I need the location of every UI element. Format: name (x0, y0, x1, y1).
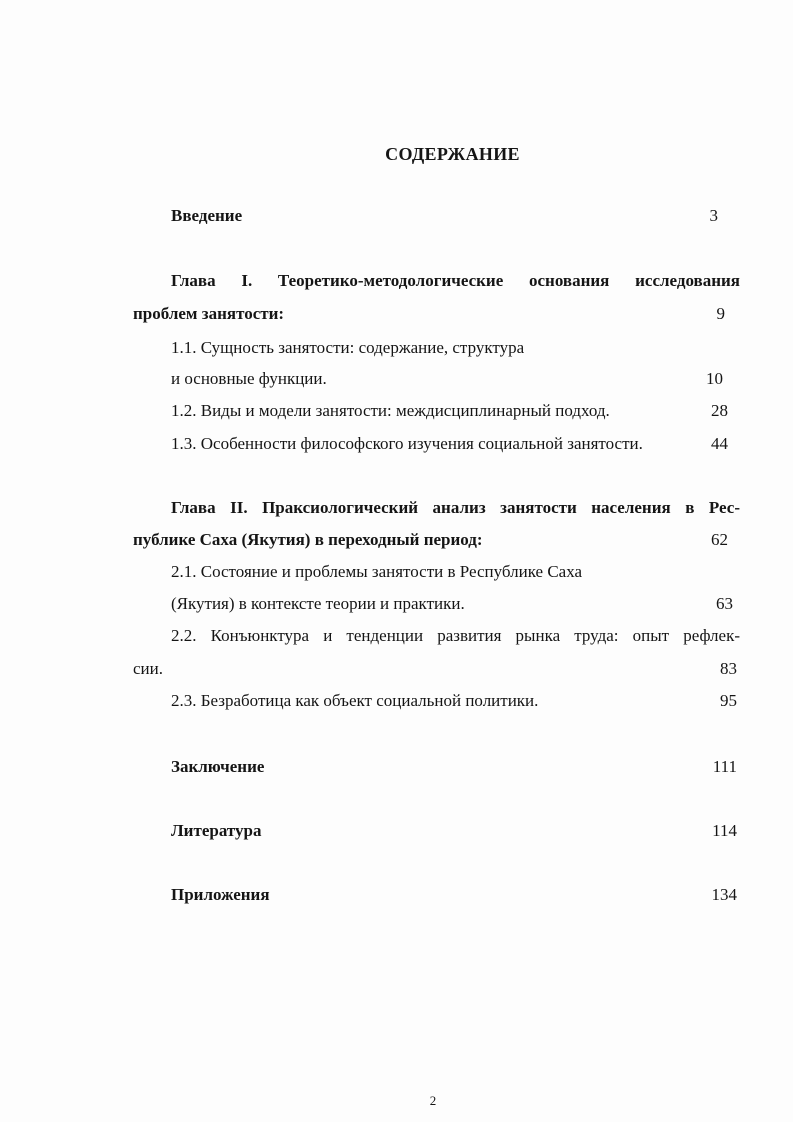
toc-literature-page: 114 (712, 821, 737, 840)
toc-item-2-2-page: 83 (720, 659, 737, 678)
toc-chapter2-page: 62 (711, 530, 728, 549)
toc-item-2-3-page: 95 (720, 691, 737, 710)
toc-item-2-2-line1: 2.2. Конъюнктура и тенденции развития рынка труда: опыт рефлек- (171, 626, 740, 645)
toc-chapter1-line2: проблем занятости: (133, 304, 285, 323)
toc-item-1-1-page: 10 (706, 369, 723, 388)
toc-conclusion-label: Заключение (171, 757, 265, 776)
toc-item-1-1-line1: 1.1. Сущность занятости: содержание, структура (171, 338, 525, 357)
toc-intro-label: Введение (171, 206, 243, 225)
toc-chapter1-page: 9 (716, 304, 725, 323)
toc-item-1-2: 1.2. Виды и модели занятости: междисциплинарный подход. (171, 401, 610, 420)
toc-item-2-2-line2: сии. (133, 659, 163, 678)
toc-appendix-label: Приложения (171, 885, 270, 904)
toc-chapter1-line1: Глава I. Теоретико-методологические основания исследования (171, 271, 740, 290)
toc-conclusion-page: 111 (712, 757, 737, 776)
toc-item-2-3: 2.3. Безработица как объект социальной политики. (171, 691, 539, 710)
toc-chapter2-line1: Глава II. Праксиологический анализ занятости населения в Рес- (171, 498, 740, 517)
toc-intro-page: 3 (709, 206, 718, 225)
toc-item-2-1-line1: 2.1. Состояние и проблемы занятости в Республике Саха (171, 562, 583, 581)
page-number: 2 (429, 1093, 437, 1108)
toc-item-1-3-page: 44 (711, 434, 728, 453)
toc-item-2-1-line2: (Якутия) в контексте теории и практики. (171, 594, 465, 613)
toc-literature-label: Литература (171, 821, 262, 840)
toc-item-1-1-line2: и основные функции. (171, 369, 327, 388)
toc-item-2-1-page: 63 (716, 594, 733, 613)
page-title: СОДЕРЖАНИЕ (385, 144, 520, 164)
toc-appendix-page: 134 (711, 885, 737, 904)
toc-item-1-2-page: 28 (711, 401, 728, 420)
toc-chapter2-line2: публике Саха (Якутия) в переходный период: (133, 530, 483, 549)
toc-item-1-3: 1.3. Особенности философского изучения социальной занятости. (171, 434, 643, 453)
